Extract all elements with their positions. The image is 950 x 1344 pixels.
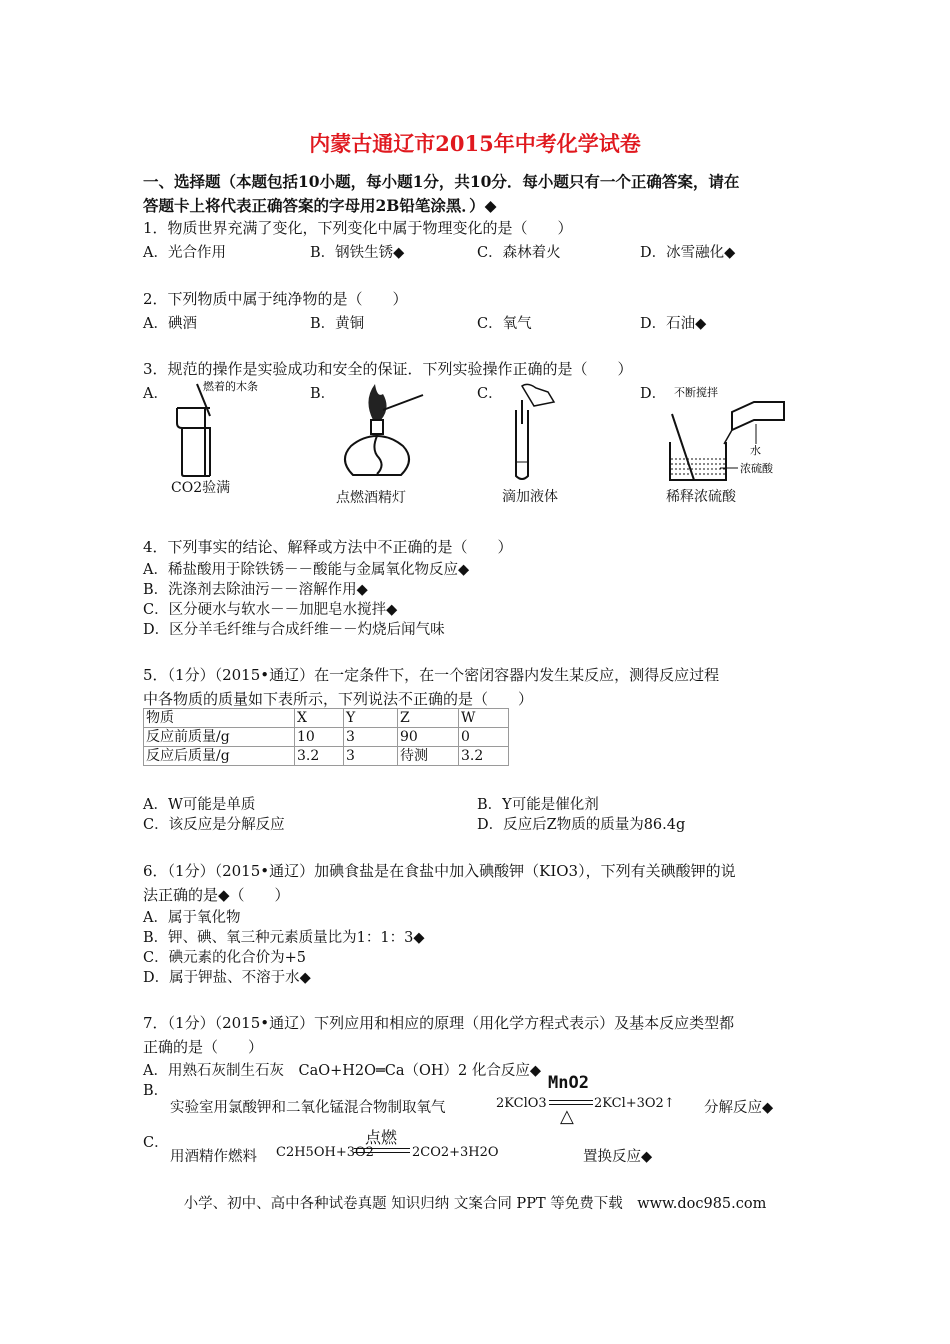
q7-b-equation-right: 2KCl+3O2↑ (594, 1096, 675, 1111)
q7-c-equation-left: C2H5OH+3O2 (276, 1145, 374, 1160)
q3-letter-b: B． (310, 386, 336, 402)
q6-stem-line2: 法正确的是◆（ ） (143, 886, 290, 904)
q6-option-c: C．碘元素的化合价为+5 (143, 950, 306, 966)
q5-option-d: D．反应后Z物质的质量为86.4g (477, 817, 686, 833)
mass-table (143, 708, 509, 766)
q7-option-c-text: 用酒精作燃料 (170, 1149, 257, 1165)
q1-option-d: D．冰雪融化◆ (640, 245, 736, 261)
figure-co2-check (165, 378, 275, 478)
q4-stem: 4．下列事实的结论、解释或方法中不正确的是（ ） (143, 538, 513, 556)
table-cell: X (295, 709, 344, 728)
table-cell: 反应前质量/g (144, 728, 295, 747)
q2-option-c: C．氧气 (477, 316, 532, 332)
q7-c-reaction-equals (354, 1148, 410, 1153)
reagent-bottle-icon (732, 402, 784, 430)
q1-stem: 1．物质世界充满了变化，下列变化中属于物理变化的是（ ） (143, 219, 573, 237)
q2-stem: 2．下列物质中属于纯净物的是（ ） (143, 290, 408, 308)
q3-letter-c: C． (477, 386, 503, 402)
label-conc-acid: 浓硫酸 (740, 462, 773, 475)
label-burning-stick: 燃着的木条 (203, 380, 258, 393)
table-cell: W (459, 709, 509, 728)
q7-option-c-letter: C． (143, 1135, 169, 1151)
footer-note: 小学、初中、高中各种试卷真题 知识归纳 文案合同 PPT 等免费下载 www.doc985.com (183, 1196, 767, 1212)
section-heading-line1: 一、选择题（本题包括10小题，每小题1分，共10分．每小题只有一个正确答案，请在 (143, 172, 740, 191)
q6-option-d: D．属于钾盐、不溶于水◆ (143, 970, 311, 986)
q7-b-type: 分解反应◆ (704, 1100, 774, 1116)
table-cell: 10 (295, 728, 344, 747)
q6-option-a: A．属于氧化物 (143, 910, 241, 926)
label-water: 水 (750, 444, 761, 457)
hand-icon (522, 384, 554, 406)
q4-option-d: D．区分羊毛纤维与合成纤维－－灼烧后闻气味 (143, 622, 445, 638)
q4-option-b: B．洗涤剂去除油污－－溶解作用◆ (143, 582, 368, 598)
section-heading-line2: 答题卡上将代表正确答案的字母用2B铅笔涂黑．）◆ (143, 196, 497, 215)
label-stir: 不断搅拌 (674, 386, 718, 399)
q3-letter-d: D． (640, 386, 667, 402)
q2-option-d: D．石油◆ (640, 316, 707, 332)
q2-option-b: B．黄铜 (310, 316, 365, 332)
flame-icon (368, 384, 386, 420)
caption-dropper: 滴加液体 (502, 489, 558, 505)
beaker-icon (670, 442, 726, 480)
figure-alcohol-lamp (333, 380, 428, 480)
caption-alcohol-lamp: 点燃酒精灯 (336, 490, 406, 506)
table-cell: 3 (344, 728, 398, 747)
q7-stem-line1: 7．（1分）（2015•通辽）下列应用和相应的原理（用化学方程式表示）及基本反应类型都 (143, 1014, 735, 1032)
table-row (144, 747, 509, 766)
q7-b-equation-left: 2KClO3 (496, 1096, 547, 1111)
table-cell: 3.2 (459, 747, 509, 766)
q4-option-a: A．稀盐酸用于除铁锈－－酸能与金属氧化物反应◆ (143, 562, 470, 578)
q7-c-condition: 点燃 (365, 1128, 398, 1147)
q7-b-heat-symbol: △ (560, 1106, 574, 1127)
table-cell: 待测 (398, 747, 459, 766)
caption-dilution: 稀释浓硫酸 (666, 489, 736, 505)
q7-option-a: A．用熟石灰制生石灰 CaO+H2O═Ca（OH）2 化合反应◆ (143, 1063, 541, 1079)
q7-option-b-text: 实验室用氯酸钾和二氧化锰混合物制取氧气 (170, 1100, 446, 1116)
q1-option-b: B．钢铁生锈◆ (310, 245, 405, 261)
table-cell: 3 (344, 747, 398, 766)
q7-b-catalyst: MnO2 (548, 1073, 589, 1093)
q4-option-c: C．区分硬水与软水－－加肥皂水搅拌◆ (143, 602, 398, 618)
figure-dilution (662, 384, 802, 484)
q7-option-b-letter: B． (143, 1083, 169, 1099)
table-cell: Z (398, 709, 459, 728)
table-cell: 0 (459, 728, 509, 747)
table-cell: 90 (398, 728, 459, 747)
q5-option-b: B．Y可能是催化剂 (477, 797, 599, 813)
table-cell: 反应后质量/g (144, 747, 295, 766)
figure-dropper (498, 382, 568, 482)
table-row (144, 709, 509, 728)
table-cell: 3.2 (295, 747, 344, 766)
table-cell: 物质 (144, 709, 295, 728)
q2-option-a: A．碘酒 (143, 316, 197, 332)
q6-option-b: B．钾、碘、氧三种元素质量比为1：1：3◆ (143, 930, 425, 946)
table-cell: Y (344, 709, 398, 728)
q5-option-c: C．该反应是分解反应 (143, 817, 285, 833)
q6-stem-line1: 6．（1分）（2015•通辽）加碘食盐是在食盐中加入碘酸钾（KIO3），下列有关碘酸钾的说 (143, 862, 736, 880)
q5-stem-line1: 5．（1分）（2015•通辽）在一定条件下，在一个密闭容器内发生某反应，测得反应过程 (143, 666, 720, 684)
caption-co2-check: CO2验满 (171, 480, 231, 496)
q3-stem: 3．规范的操作是实验成功和安全的保证．下列实验操作正确的是（ ） (143, 360, 633, 378)
q7-stem-line2: 正确的是（ ） (143, 1038, 264, 1056)
q1-option-a: A．光合作用 (143, 245, 226, 261)
q7-c-type: 置换反应◆ (583, 1149, 653, 1165)
match-icon (383, 395, 423, 410)
q5-option-a: A．W可能是单质 (143, 797, 256, 813)
q7-b-reaction-equals (549, 1100, 593, 1105)
glass-rod-icon (672, 414, 694, 480)
q3-letter-a: A． (143, 386, 168, 402)
q7-c-equation-right: 2CO2+3H2O (412, 1145, 499, 1160)
table-row (144, 728, 509, 747)
q5-stem-line2: 中各物质的质量如下表所示，下列说法不正确的是（ ） (143, 690, 534, 708)
q1-option-c: C．森林着火 (477, 245, 561, 261)
page-title: 内蒙古通辽市2015年中考化学试卷 (309, 131, 641, 156)
